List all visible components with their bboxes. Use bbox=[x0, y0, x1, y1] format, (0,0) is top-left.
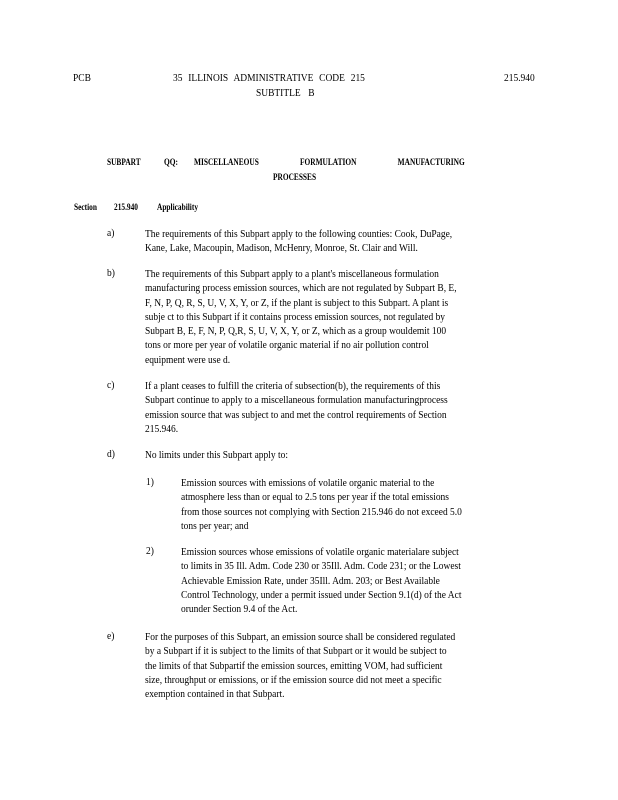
subpart-title-line1: MISCELLANEOUS FORMULATION MANUFACTURING bbox=[194, 157, 465, 167]
subparagraph-line: Achievable Emission Rate, under 35Ill. Adm. 203; or Best Available bbox=[181, 574, 440, 587]
paragraph-e bbox=[145, 630, 506, 701]
subparagraph-line: Control Technology, under a permit issued under Section 9.1(d) of the Act bbox=[181, 588, 462, 601]
paragraph-d bbox=[145, 448, 311, 462]
subparagraph-line: tons per year; and bbox=[181, 519, 249, 532]
paragraph-c bbox=[145, 379, 497, 436]
header-center-line1: 35 ILLINOIS ADMINISTRATIVE CODE 215 bbox=[173, 72, 365, 84]
paragraph-label: e) bbox=[107, 630, 115, 642]
header-right: 215.940 bbox=[504, 72, 535, 84]
subparagraph-2 bbox=[181, 545, 507, 616]
subparagraph-label: 1) bbox=[146, 476, 154, 488]
paragraph-line: exemption contained in that Subpart. bbox=[145, 688, 285, 701]
paragraph-line: by a Subpart if it is subject to the limits of that Subpart or it would be subject to bbox=[145, 645, 447, 658]
subparagraph-line: orunder Section 9.4 of the Act. bbox=[181, 603, 298, 616]
paragraph-line: tons or more per year of volatile organic material if no air pollution control bbox=[145, 339, 429, 352]
subparagraph-line: from those sources not complying with Section 215.946 do not exceed 5.0 bbox=[181, 505, 462, 518]
subpart-label: SUBPART bbox=[107, 157, 141, 167]
section-number: 215.940 bbox=[114, 202, 138, 212]
subparagraph-label: 2) bbox=[146, 545, 154, 557]
header-center-line2: SUBTITLE B bbox=[256, 87, 315, 99]
paragraph-line: subje ct to this Subpart if it contains process emission sources, not regulated by bbox=[145, 310, 446, 323]
paragraph-label: b) bbox=[107, 267, 115, 279]
paragraph-b bbox=[145, 267, 507, 367]
section-title: Applicability bbox=[157, 202, 199, 212]
section-label: Section bbox=[74, 202, 97, 212]
paragraph-line: Subpart B, E, F, N, P, Q,R, S, U, V, X, Y, or Z, which as a group wouldemit 100 bbox=[145, 325, 447, 338]
subpart-code: QQ: bbox=[164, 157, 178, 167]
paragraph-line: Subpart continue to apply to a miscellaneous formulation manufacturingprocess bbox=[145, 394, 448, 407]
paragraph-line: 215.946. bbox=[145, 422, 179, 435]
subparagraph-line: Emission sources whose emissions of volatile organic materialare subject bbox=[181, 546, 459, 558]
paragraph-line: The requirements of this Subpart apply to the following counties: Cook, DuPage, bbox=[145, 228, 453, 240]
subparagraph-line: to limits in 35 Ill. Adm. Code 230 or 35Ill. Adm. Code 231; or the Lowest bbox=[181, 560, 461, 573]
paragraph-line: For the purposes of this Subpart, an emission source shall be considered regulated bbox=[145, 631, 456, 643]
subparagraph-1 bbox=[181, 476, 508, 533]
paragraph-label: a) bbox=[107, 227, 115, 239]
paragraph-line: If a plant ceases to fulfill the criteria of subsection(b), the requirements of this bbox=[145, 380, 441, 392]
subparagraph-line: atmosphere less than or equal to 2.5 tons per year if the total emissions bbox=[181, 491, 449, 504]
paragraph-line: The requirements of this Subpart apply to a plant's miscellaneous formulation bbox=[145, 268, 439, 280]
paragraph-a bbox=[145, 227, 502, 256]
paragraph-line: No limits under this Subpart apply to: bbox=[145, 449, 288, 461]
paragraph-line: manufacturing process emission sources, which are not regulated by Subpart B, E, bbox=[145, 282, 457, 295]
subparagraph-line: Emission sources with emissions of volatile organic material to the bbox=[181, 477, 435, 489]
header-left: PCB bbox=[73, 72, 91, 84]
paragraph-label: d) bbox=[107, 448, 115, 460]
subpart-title-line2: PROCESSES bbox=[273, 172, 317, 182]
paragraph-line: size, throughput or emissions, or if the emission source did not meet a specific bbox=[145, 673, 442, 686]
paragraph-label: c) bbox=[107, 379, 115, 391]
paragraph-line: F, N, P, Q, R, S, U, V, X, Y, or Z, if the plant is subject to this Subpart. A plant is bbox=[145, 296, 449, 309]
paragraph-line: the limits of that Subpartif the emission sources, emitting VOM, had sufficient bbox=[145, 659, 443, 672]
paragraph-line: equipment were use d. bbox=[145, 353, 231, 366]
paragraph-line: Kane, Lake, Macoupin, Madison, McHenry, Monroe, St. Clair and Will. bbox=[145, 242, 418, 255]
paragraph-line: emission source that was subject to and met the control requirements of Section bbox=[145, 408, 447, 421]
